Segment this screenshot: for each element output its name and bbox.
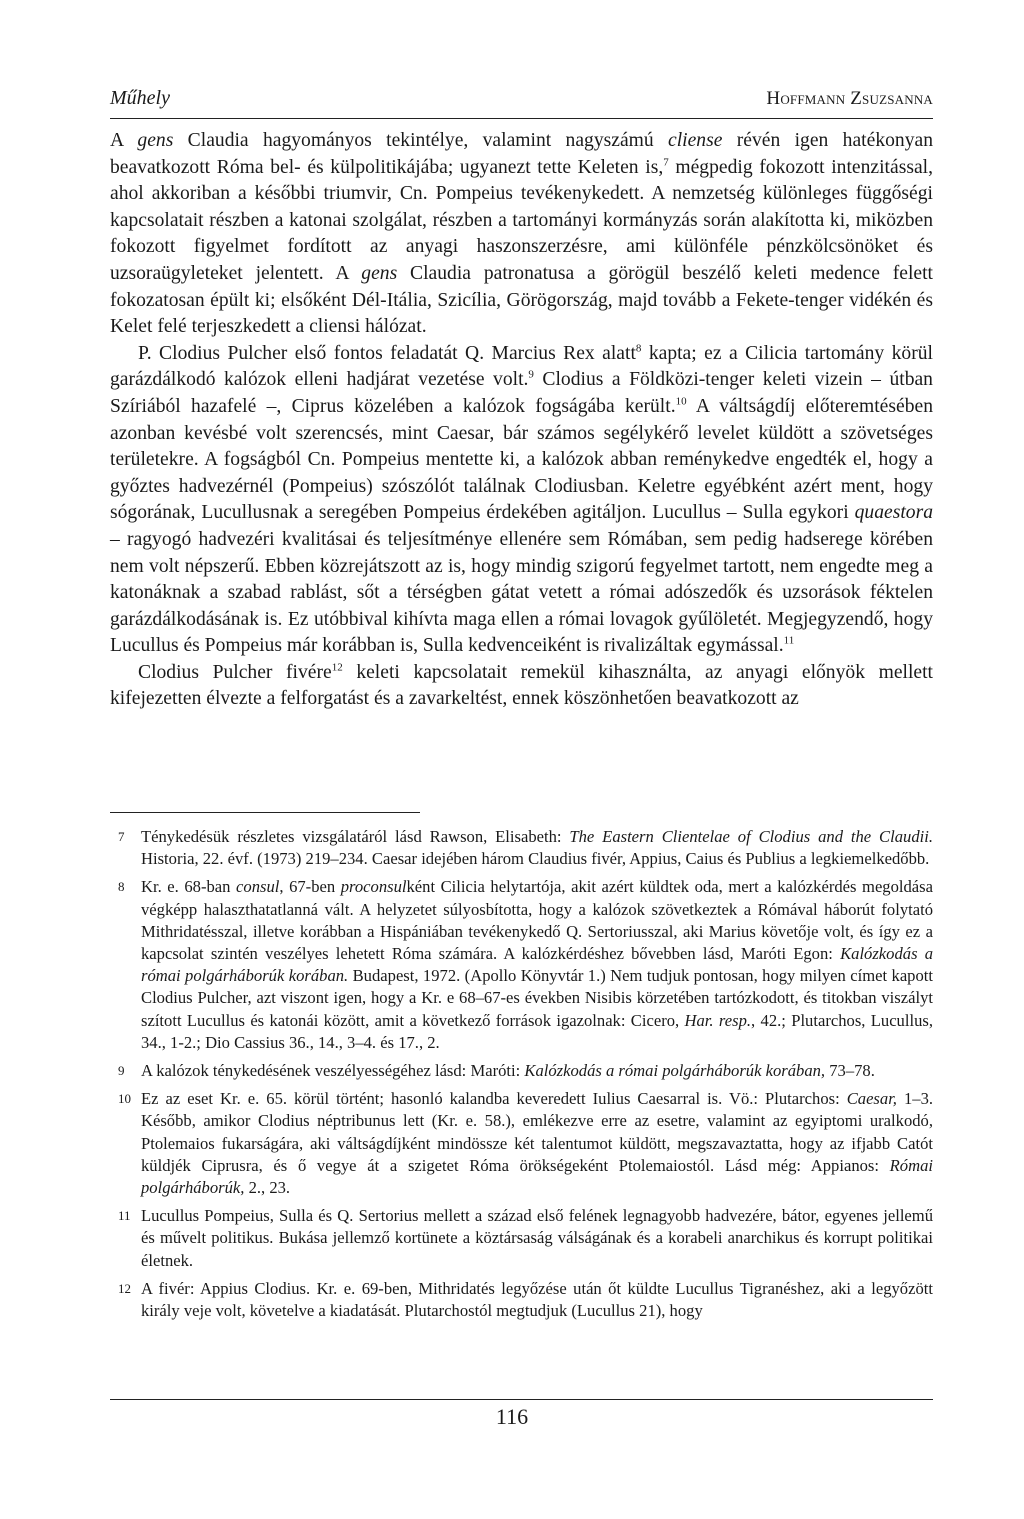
footnote-reference: 7 [663,156,669,169]
footnote [110,826,933,870]
text-run: , 67-ben [279,877,341,897]
footnote-number: 11 [118,1208,131,1224]
main-text [110,128,933,713]
text-run: Caesar, [846,1089,897,1109]
footnote-text [141,1089,933,1197]
text-run: Ténykedésük részletes vizsgálatáról lásd Rawson, Elisabeth: [141,827,570,846]
text-run: quaestora [854,502,933,524]
footnote-text [141,1206,933,1269]
text-run: Har. resp. [684,1010,752,1030]
text-run: révén igen hatékonyan beavatkozott Róma bel- és külpolitikájába; ugyanezt tette Keleten is, [110,130,934,178]
footnote-reference: 9 [528,368,534,381]
text-run: Kalózkodás a római polgárháborúk korában, [524,1061,826,1081]
text-run: Clodius Pulcher fivére [138,661,332,683]
text-run: Historia, 22. évf. (1973) 219–234. Caesar idejében három Claudius fivér, Appius, Caius és Publius a legkiemelkedőbb. [141,849,930,869]
text-run: cliense [668,130,723,151]
text-run: Ez az eset Kr. e. 65. körül történt; hasonló kalandba keveredett Iulius Caesarral is. Vö.: Plutarchos: [141,1089,847,1109]
text-run: The Eastern Clientelae of Clodius and the Claudii. [569,827,933,846]
text-run: 2., 23. [244,1178,291,1198]
footnote [110,1205,933,1272]
footnote [110,876,933,1054]
footnote [110,1060,933,1082]
page-number: 116 [495,1404,529,1429]
footnotes [110,826,933,1328]
footnote-number: 7 [118,829,125,844]
text-run: mégpedig fokozott intenzitással, ahol akkoriban a későbbi triumvir, Cn. Pompeius tevékenykedett. A nemzetség különleges függőségi kapcsolatait részben a katonai szolgálat, részben a tartományi kormányzás során alakította ki, miközben fokozott figyelmet fordított az anyagi haszonszerzésre, ami különféle pénzkölcsönöket és uzsoraügyleteket jelentett. A [110,156,933,284]
footnote-divider [110,812,420,813]
text-run: consul [236,877,280,897]
author-name: Hoffmann Zsuzsanna [766,88,933,109]
text-run: gens [361,262,398,284]
footnote-reference: 8 [635,342,642,355]
footnote-number: 12 [118,1280,131,1296]
paragraph [110,128,933,341]
footnote-text [141,1279,933,1320]
text-run: P. Clodius Pulcher első fontos feladatát Q. Marcius Rex alatt [138,342,636,364]
text-run: Kalózkodás a római polgárháborúk korában. [141,944,934,986]
text-run: ként Cilicia helytartója, akit azért küldtek oda, mert a kalózkérdés megoldása végképp halaszthatatlanná vált. A helyzetet súlyosbította, hogy a kalózok szövetkeztek a Rómával háborút folytató Mithridatésszal, illetve korábban a Hispániában tevékenykedő Q. Sertoriusszal, aki Marius követője volt, és így ez a kapcsolat szintén veszélyes lehetett Róma számára. A kalózkérdéshez bővebben lásd, Maróti Egon: [141,877,933,964]
text-run: A fivér: Appius Clodius. Kr. e. 69-ben, Mithridatés legyőzése után őt küldte Lucullus Tigranéshez, aki a legyőzött király veje volt, követelve a kiadatását. Plutarchostól megtudjuk (Lucullus 21), hogy [141,1278,933,1321]
footnote-text [141,1061,875,1080]
text-run: A kalózok ténykedésének veszélyességéhez lásd: Maróti: [141,1061,525,1081]
text-run: Kr. e. 68-ban [141,877,237,897]
text-run: Claudia hagyományos tekintélye, valamint nagyszámú [173,130,669,151]
text-run: gens [137,130,174,151]
text-run: Claudia patronatusa a görögül beszélő keleti medence felett fokozatosan épült ki; elsőként Dél-Itália, Szicília, Görögország, majd tovább a Fekete-tenger vidékén és Kelet felé terjeszkedett a cliensi hálózat. [110,262,933,338]
text-run: Clodius a Földközi-tenger keleti vizein – útban Szíriából hazafelé –, Ciprus közelében a kalózok fogságába került. [110,369,933,417]
text-run: A váltságdíj előteremtésében azonban kevésbé volt szerencsés, mint Caesar, bár számos segélykérő levelet küldött a szövetséges területekre. A fogságból Cn. Pompeius mentette ki, a kalózok abban reménykedve engedték el, hogy a győztes hadvezérnél (Pompeius) szószólót találnak Clodiusban. Keletre egyébként azért ment, hogy sógorának, Lucullusnak a seregében Pompeius érdekében agitáljon. Lucullus – Sulla egykori [110,395,933,524]
text-run: keleti kapcsolatait remekül kihasználta, az anyagi előnyök mellett kifejezetten élvezte a felforgatást és a zavarkeltést, ennek köszönhetően beavatkozott az [110,661,934,710]
text-run: Lucullus Pompeius, Sulla és Q. Sertorius mellett a század első felének legnagyobb hadvezére, bátor, egyenes jellemű és művelt politikus. Bukása jellemző kortünete a köztársaság válságának és a korabeli anarchikus és korrupt politikai életnek. [141,1206,933,1270]
paragraph [110,660,933,713]
text-run: 73–78. [825,1061,875,1081]
footnote-text [141,827,933,868]
footnote-reference: 12 [331,661,343,674]
text-run: – ragyogó hadvezéri kvalitásai és teljesítménye ellenére sem Rómában, sem pedig hadserege körében nem volt népszerű. Ebben közrejátszott az is, hogy mindig szigorú fegyelmet tartott, nem engedte meg a katonáknak a szabad rablást, sőt a térségben gátat vetett a római adószedők és uzsorások féktelen garázdálkodásának is. Ez utóbbival kihívta maga ellen a római lovagok gyűlöletét. Megjegyzendő, hogy Lucullus és Pompeius már korábban is, Sulla kedvenceiként is rivalizáltak egymással. [110,528,933,657]
text-run: proconsul [340,877,407,897]
footnote-number: 10 [118,1091,131,1107]
bottom-rule [110,1399,933,1400]
footnote-text [141,877,933,1051]
text-run: Budapest, 1972. (Apollo Könyvtár 1.) Nem tudjuk pontosan, hogy milyen címet kapott Clodius Pulcher, azt viszont igen, hogy a Kr. e 68–67-es években Nisibis körzetében tartózkodott, és titokban viszályt szított Lucullus és katonái között, amit a következő források igazolnak: Cicero, [141,966,934,1030]
running-header [110,82,933,119]
footnote [110,1278,933,1322]
text-run: Római polgárháborúk, [141,1155,933,1198]
paragraph [110,341,933,660]
text-run: 1–3. Később, amikor Clodius néptribunus lett (Kr. e. 58.), emlékezve erre az esetre, valamint az egyiptomi uralkodó, Ptolemaios fukarságára, aki váltságdíjként mindössze két talentumot küldött, megszavaztatta, hogy az ifjabb Catót küldjék Ciprusra, és ő vegye át a szigetet Róma örökségeként Ptolemaiostól. Lásd még: Appianos: [141,1089,934,1175]
text-run: A [110,130,138,151]
footnote-number: 8 [118,879,125,895]
text-run: , 42.; Plutarchos, Lucullus, 34., 1-2.; Dio Cassius 36., 14., 3–4. és 17., 2. [141,1010,933,1052]
section-title: Műhely [110,87,170,109]
footnote [110,1088,933,1199]
footnote-number: 9 [118,1063,125,1079]
footnote-reference: 11 [783,634,795,647]
text-run: kapta; ez a Cilicia tartomány körül garázdálkodó kalózok elleni hadjárat vezetése volt. [110,342,933,391]
footnote-reference: 10 [675,395,687,408]
